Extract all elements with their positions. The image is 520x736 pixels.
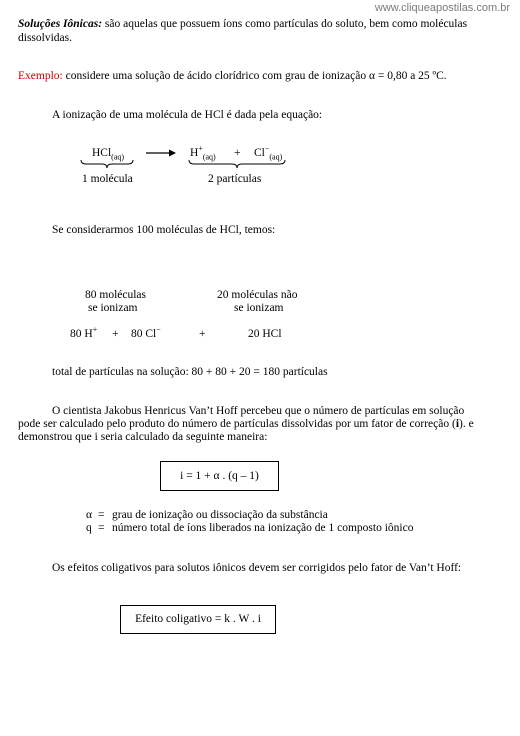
correction-text: Os efeitos coligativos para solutos iônicos devem ser corrigidos pelo fator de Van’t Hoff: bbox=[52, 562, 462, 574]
left-caption: 1 molécula bbox=[82, 173, 133, 185]
plus-1: + bbox=[112, 328, 119, 340]
total-text: total de partículas na solução: 80 + 80 + 20 = 180 partículas bbox=[52, 366, 328, 378]
vanthoff-line3: demonstrou que i seria calculado da seguinte maneira: bbox=[18, 431, 268, 443]
ionization-intro: A ionização de uma molécula de HCl é dada pela equação: bbox=[52, 109, 323, 121]
formula-i: i = 1 + α . (q – 1) bbox=[180, 469, 259, 482]
vanthoff-line1: O cientista Jakobus Henricus Van’t Hoff percebeu que o número de partículas em solução bbox=[52, 405, 465, 417]
intro-text-2: dissolvidas. bbox=[18, 32, 72, 44]
group2-line2: se ionizam bbox=[234, 302, 284, 314]
formula-effect: Efeito coligativo = k . W . i bbox=[135, 613, 261, 626]
definition-q: q = número total de íons liberados na ionização de 1 composto iônico bbox=[86, 522, 414, 534]
equation-product-cl: $Cl^-_{(aq)}$ bbox=[254, 144, 283, 162]
group1-line1: 80 moléculas bbox=[85, 289, 146, 301]
plus-2: + bbox=[199, 328, 206, 340]
term-cl: 80 Cl− bbox=[131, 325, 161, 340]
right-brace-icon bbox=[188, 159, 286, 169]
formula-i-box bbox=[160, 461, 279, 491]
consider-text: Se considerarmos 100 moléculas de HCl, temos: bbox=[52, 224, 276, 236]
vanthoff-line2: pode ser calculado pelo produto do número de partículas dissolvidas por um fator de correção (i). e bbox=[18, 418, 474, 430]
equation-reactant: HCl$_{(aq)}$ bbox=[92, 147, 125, 162]
formula-effect-box bbox=[120, 605, 276, 634]
group2-line1: 20 moléculas não bbox=[217, 289, 298, 301]
equation-plus: + bbox=[234, 147, 241, 159]
example-line bbox=[18, 69, 447, 83]
watermark: www.cliqueapostilas.com.br bbox=[374, 2, 510, 14]
intro-line-1 bbox=[18, 17, 467, 31]
reaction-arrow-icon bbox=[145, 148, 177, 158]
group1-line2: se ionizam bbox=[88, 302, 138, 314]
example-label: Exemplo: bbox=[18, 70, 63, 82]
right-caption: 2 partículas bbox=[208, 173, 262, 185]
intro-text-1: são aquelas que possuem íons como partículas do soluto, bem como moléculas bbox=[102, 18, 468, 30]
example-text: considere uma solução de ácido clorídrico com grau de ionização α = 0,80 a 25 ºC. bbox=[62, 70, 447, 82]
definition-alpha: α = grau de ionização ou dissociação da substância bbox=[86, 509, 328, 521]
left-brace-icon bbox=[80, 159, 134, 169]
intro-term: Soluções Iônicas: bbox=[18, 18, 103, 30]
equation-product-h: $H^+_{(aq)}$ bbox=[190, 144, 216, 162]
term-hcl: 20 HCl bbox=[248, 328, 282, 340]
term-h: 80 H+ bbox=[70, 325, 98, 340]
